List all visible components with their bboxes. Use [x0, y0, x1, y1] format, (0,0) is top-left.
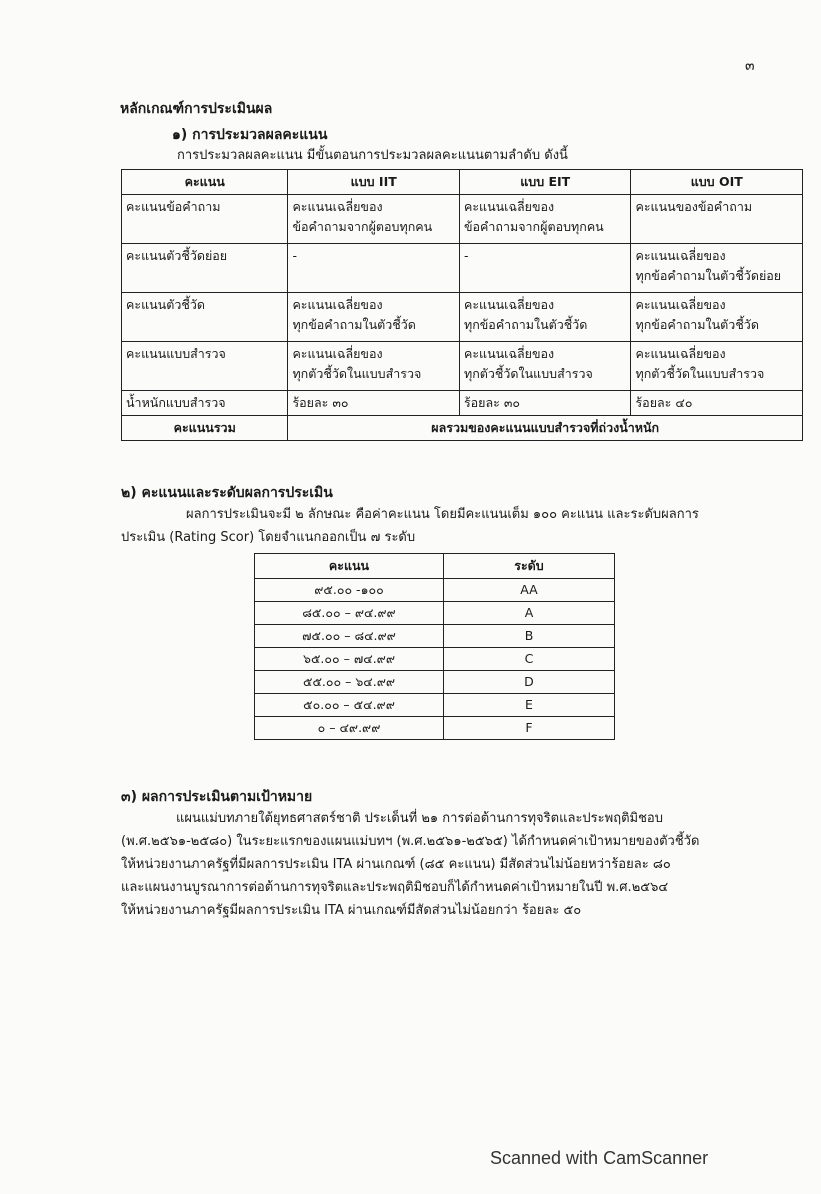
table-cell: ร้อยละ ๓๐ [288, 391, 460, 416]
table-row [255, 648, 615, 671]
level-cell: E [444, 694, 615, 717]
table-header: แบบ OIT [631, 170, 803, 195]
level-cell: D [444, 671, 615, 694]
table-row [255, 625, 615, 648]
score-range-cell: ๙๕.๐๐ -๑๐๐ [255, 579, 444, 602]
table-row [255, 602, 615, 625]
table-cell: คะแนนเฉลี่ยของ ข้อคำถามจากผู้ตอบทุกคน [459, 195, 631, 244]
table-cell: คะแนนตัวชี้วัดย่อย [122, 244, 288, 293]
table-cell: ร้อยละ ๓๐ [459, 391, 631, 416]
table-row [255, 717, 615, 740]
table-row [122, 342, 803, 391]
section1-heading: ๑) การประมวลผลคะแนน [172, 127, 328, 143]
section1-intro: การประมวลผลคะแนน มีขั้นตอนการประมวลผลคะแนนตามลำดับ ดังนี้ [177, 148, 568, 163]
table-cell: คะแนนเฉลี่ยของ ทุกตัวชี้วัดในแบบสำรวจ [288, 342, 460, 391]
score-range-cell: ๗๕.๐๐ – ๘๔.๙๙ [255, 625, 444, 648]
table-cell: คะแนนเฉลี่ยของ ทุกข้อคำถามในตัวชี้วัด [459, 293, 631, 342]
scanner-watermark: Scanned with CamScanner [490, 1148, 709, 1168]
table-row [255, 671, 615, 694]
table-cell: - [459, 244, 631, 293]
section3-line: (พ.ศ.๒๕๖๑-๒๕๘๐) ในระยะแรกของแผนแม่บทฯ (พ.ศ.๒๕๖๑-๒๕๖๕) ได้กำหนดค่าเป้าหมายของตัวชี้วัด [121, 834, 700, 849]
section2-heading: ๒) คะแนนและระดับผลการประเมิน [121, 485, 333, 501]
section2-paragraph-line1: ผลการประเมินจะมี ๒ ลักษณะ คือค่าคะแนน โดยมีคะแนนเต็ม ๑๐๐ คะแนน และระดับผลการ [186, 507, 699, 522]
table-cell: คะแนนตัวชี้วัด [122, 293, 288, 342]
section3-line: และแผนงานบูรณาการต่อต้านการทุจริตและประพฤติมิชอบก็ได้กำหนดค่าเป้าหมายในปี พ.ศ.๒๕๖๔ [121, 880, 669, 895]
score-range-cell: ๕๐.๐๐ – ๕๔.๙๙ [255, 694, 444, 717]
score-range-cell: ๐ – ๔๙.๙๙ [255, 717, 444, 740]
table-cell: คะแนนข้อคำถาม [122, 195, 288, 244]
table-header: ระดับ [444, 554, 615, 579]
section3-line: ให้หน่วยงานภาครัฐมีผลการประเมิน ITA ผ่านเกณฑ์มีสัดส่วนไม่น้อยกว่า ร้อยละ ๕๐ [121, 903, 582, 918]
section3-line: ให้หน่วยงานภาครัฐที่มีผลการประเมิน ITA ผ่านเกณฑ์ (๘๕ คะแนน) มีสัดส่วนไม่น้อยหว่าร้อยละ ๘๐ [121, 857, 671, 872]
total-value: ผลรวมของคะแนนแบบสำรวจที่ถ่วงน้ำหนัก [288, 416, 803, 441]
level-cell: A [444, 602, 615, 625]
score-range-cell: ๕๕.๐๐ – ๖๔.๙๙ [255, 671, 444, 694]
table-row [122, 195, 803, 244]
table-row [122, 391, 803, 416]
table-row [255, 579, 615, 602]
page-number: ๓ [745, 58, 755, 74]
table-header: แบบ EIT [459, 170, 631, 195]
level-cell: F [444, 717, 615, 740]
table-cell: คะแนนเฉลี่ยของ ทุกตัวชี้วัดในแบบสำรวจ [631, 342, 803, 391]
table-cell: - [288, 244, 460, 293]
table-cell: คะแนนเฉลี่ยของ ทุกข้อคำถามในตัวชี้วัด [631, 293, 803, 342]
score-range-cell: ๖๕.๐๐ – ๗๔.๙๙ [255, 648, 444, 671]
level-cell: AA [444, 579, 615, 602]
table-cell: คะแนนเฉลี่ยของ ข้อคำถามจากผู้ตอบทุกคน [288, 195, 460, 244]
table-row [255, 694, 615, 717]
table-cell: น้ำหนักแบบสำรวจ [122, 391, 288, 416]
score-range-cell: ๘๕.๐๐ – ๙๔.๙๙ [255, 602, 444, 625]
table-row [122, 244, 803, 293]
score-processing-table [121, 169, 803, 441]
table-cell: ร้อยละ ๔๐ [631, 391, 803, 416]
table-cell: คะแนนเฉลี่ยของ ทุกข้อคำถามในตัวชี้วัดย่อย [631, 244, 803, 293]
table-header: คะแนน [122, 170, 288, 195]
section2-paragraph-line2: ประเมิน (Rating Scor) โดยจำแนกออกเป็น ๗ ระดับ [121, 530, 416, 545]
table-cell: คะแนนเฉลี่ยของ ทุกข้อคำถามในตัวชี้วัด [288, 293, 460, 342]
level-cell: C [444, 648, 615, 671]
table-cell: คะแนนของข้อคำถาม [631, 195, 803, 244]
section3-heading: ๓) ผลการประเมินตามเป้าหมาย [121, 789, 313, 805]
table-header: แบบ IIT [288, 170, 460, 195]
total-label: คะแนนรวม [122, 416, 288, 441]
table-cell: คะแนนแบบสำรวจ [122, 342, 288, 391]
table-header: คะแนน [255, 554, 444, 579]
table-row [122, 293, 803, 342]
table-cell: คะแนนเฉลี่ยของ ทุกตัวชี้วัดในแบบสำรวจ [459, 342, 631, 391]
page-title: หลักเกณฑ์การประเมินผล [120, 101, 273, 117]
level-cell: B [444, 625, 615, 648]
section3-line: แผนแม่บทภายใต้ยุทธศาสตร์ชาติ ประเด็นที่ ๒๑ การต่อต้านการทุจริตและประพฤติมิชอบ [176, 811, 663, 826]
rating-level-table [254, 553, 615, 740]
